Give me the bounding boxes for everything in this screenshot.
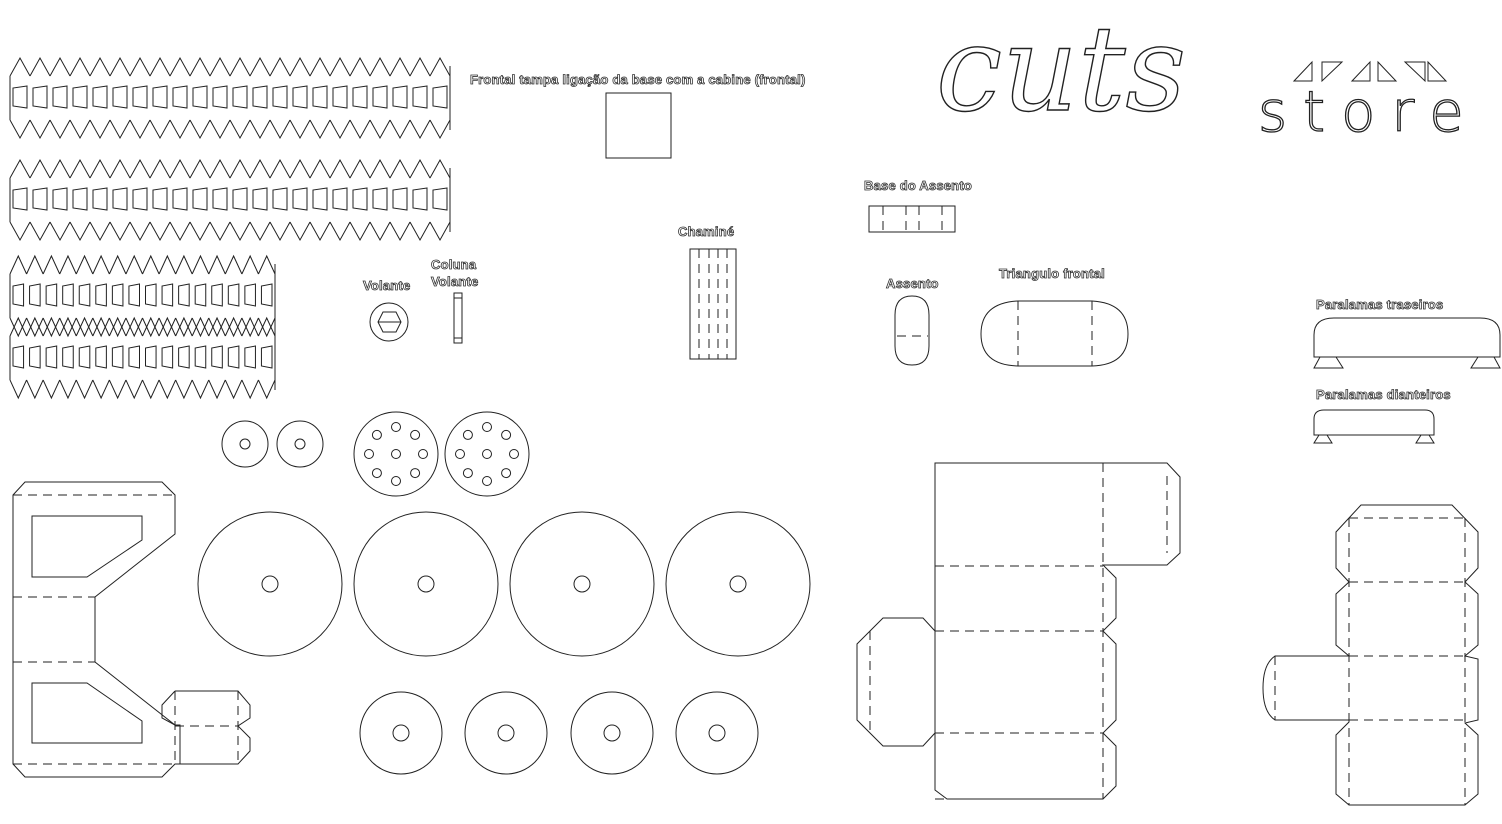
logo-cuts-script: cuts bbox=[936, 0, 1187, 138]
small-wheel-2 bbox=[277, 421, 323, 467]
medium-wheels bbox=[360, 692, 758, 774]
label-triangulo-frontal: Triangulo frontal bbox=[999, 266, 1105, 281]
right-box-net bbox=[1263, 505, 1478, 805]
coluna-volante-piece bbox=[454, 293, 462, 343]
label-coluna-volante-2: Volante bbox=[431, 274, 479, 289]
frontal-tampa-piece bbox=[606, 93, 671, 158]
triangulo-frontal-piece bbox=[981, 301, 1128, 366]
base-assento-piece bbox=[869, 206, 955, 232]
cabin-box-net bbox=[857, 463, 1180, 799]
assento-piece bbox=[895, 296, 929, 365]
hub-wheel-2 bbox=[445, 412, 529, 496]
logo-triangles bbox=[1294, 62, 1446, 81]
small-wheel-1 bbox=[222, 421, 268, 467]
volante-piece bbox=[370, 303, 408, 341]
label-assento: Assento bbox=[886, 276, 939, 291]
label-paralamas-traseiros: Paralamas traseiros bbox=[1316, 297, 1444, 312]
paralamas-dianteiros-piece bbox=[1314, 410, 1434, 443]
track-strip-1 bbox=[10, 58, 450, 398]
label-base-assento: Base do Assento bbox=[864, 178, 972, 193]
label-volante: Volante bbox=[363, 278, 411, 293]
label-chamine: Chaminé bbox=[678, 224, 735, 239]
logo-store-word: store bbox=[1258, 80, 1480, 145]
big-wheels bbox=[198, 512, 810, 656]
label-frontal-tampa: Frontal tampa ligação da base com a cabine (frontal) bbox=[470, 72, 806, 87]
label-paralamas-dianteiros: Paralamas dianteiros bbox=[1316, 387, 1451, 402]
label-coluna-volante-1: Coluna bbox=[431, 257, 477, 272]
paralamas-traseiros-piece bbox=[1314, 318, 1500, 368]
hub-wheel-1 bbox=[354, 412, 438, 496]
chamine-piece bbox=[690, 249, 736, 359]
